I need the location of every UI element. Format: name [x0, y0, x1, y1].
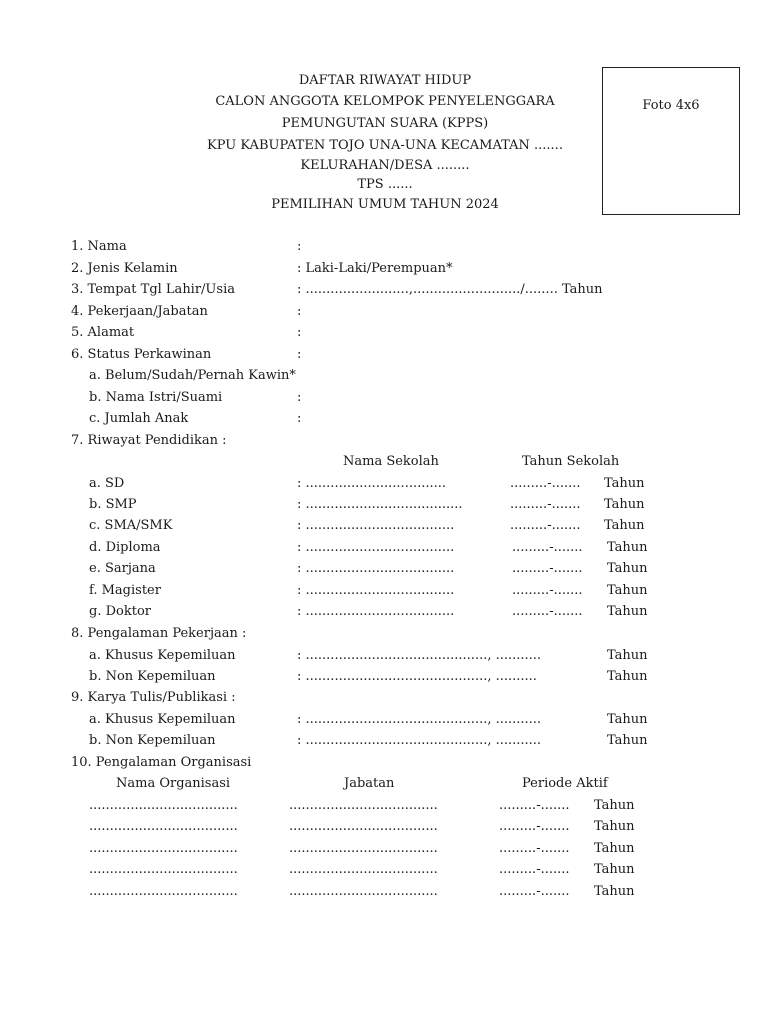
org-row-position: .................................... [289, 862, 438, 877]
edu-row-school: : .................................... [297, 561, 455, 576]
work-row-label: a. Khusus Kepemiluan [89, 648, 236, 663]
edu-row-years: .........-....... [512, 561, 583, 576]
field-label-alamat: 5. Alamat [71, 325, 135, 340]
org-row-unit: Tahun [594, 841, 635, 856]
edu-row-school: : .................................. [297, 476, 447, 491]
edu-row-years: .........-....... [512, 540, 583, 555]
field-label-jenis-kelamin: 2. Jenis Kelamin [71, 261, 178, 276]
org-row-unit: Tahun [594, 884, 635, 899]
edu-row-years: .........-....... [510, 518, 581, 533]
field-value-status: : [297, 347, 302, 362]
doc-title: DAFTAR RIWAYAT HIDUP [298, 73, 472, 88]
edu-row-unit: Tahun [607, 583, 648, 598]
org-row-name: .................................... [89, 862, 238, 877]
edu-row-unit: Tahun [604, 518, 645, 533]
photo-placeholder [602, 67, 740, 215]
doc-subtitle-4: KELURAHAN/DESA ........ [300, 158, 470, 173]
edu-row-years: .........-....... [512, 604, 583, 619]
org-row-position: .................................... [289, 819, 438, 834]
edu-row-label: d. Diploma [89, 540, 161, 555]
edu-row-school: : .................................... [297, 540, 455, 555]
edu-row-unit: Tahun [607, 540, 648, 555]
org-row-name: .................................... [89, 819, 238, 834]
work-row-unit: Tahun [607, 648, 648, 663]
edu-row-unit: Tahun [604, 497, 645, 512]
org-row-name: .................................... [89, 884, 238, 899]
field-value-pekerjaan: : [297, 304, 302, 319]
writing-row-unit: Tahun [607, 712, 648, 727]
field-label-nama: 1. Nama [71, 239, 127, 254]
edu-row-school: : .................................... [297, 518, 455, 533]
edu-row-years: .........-....... [512, 583, 583, 598]
edu-row-label: g. Doktor [89, 604, 151, 619]
work-row-label: b. Non Kepemiluan [89, 669, 216, 684]
org-row-position: .................................... [289, 841, 438, 856]
org-row-period: .........-....... [499, 841, 570, 856]
org-row-position: .................................... [289, 798, 438, 813]
field-label-status-a: a. Belum/Sudah/Pernah Kawin* [89, 368, 296, 383]
field-value-nama: : [297, 239, 302, 254]
edu-row-label: a. SD [89, 476, 125, 491]
column-header-year: Tahun Sekolah [522, 454, 620, 469]
edu-row-label: b. SMP [89, 497, 137, 512]
field-label-status-c: c. Jumlah Anak [89, 411, 189, 426]
edu-row-unit: Tahun [604, 476, 645, 491]
org-row-period: .........-....... [499, 819, 570, 834]
column-header-org-position: Jabatan [344, 776, 395, 791]
work-row-value: : ............................................, .......... [297, 669, 537, 684]
field-label-pekerjaan: 4. Pekerjaan/Jabatan [71, 304, 208, 319]
edu-row-years: .........-....... [510, 476, 581, 491]
org-row-period: .........-....... [499, 862, 570, 877]
doc-subtitle-1: CALON ANGGOTA KELOMPOK PENYELENGGARA [215, 94, 555, 109]
column-header-school: Nama Sekolah [343, 454, 439, 469]
section-title-writing: 9. Karya Tulis/Publikasi : [71, 690, 236, 705]
section-title-organization: 10. Pengalaman Organisasi [71, 755, 252, 770]
edu-row-label: c. SMA/SMK [89, 518, 173, 533]
org-row-period: .........-....... [499, 884, 570, 899]
edu-row-school: : .................................... [297, 604, 455, 619]
field-label-status: 6. Status Perkawinan [71, 347, 212, 362]
org-row-period: .........-....... [499, 798, 570, 813]
column-header-org-name: Nama Organisasi [116, 776, 231, 791]
writing-row-value: : ............................................, ........... [297, 712, 542, 727]
org-row-unit: Tahun [594, 819, 635, 834]
field-value-jenis-kelamin: : Laki-Laki/Perempuan* [297, 261, 453, 276]
photo-label: Foto 4x6 [642, 98, 700, 113]
edu-row-unit: Tahun [607, 604, 648, 619]
field-value-status-c: : [297, 411, 302, 426]
doc-subtitle-5: TPS ...... [357, 177, 413, 192]
org-row-name: .................................... [89, 798, 238, 813]
field-value-ttl: : .........................,........................../........ Tahun [297, 282, 603, 297]
org-row-position: .................................... [289, 884, 438, 899]
doc-subtitle-2: PEMUNGUTAN SUARA (KPPS) [281, 116, 489, 131]
work-row-value: : ............................................, ........... [297, 648, 542, 663]
field-value-alamat: : [297, 325, 302, 340]
writing-row-value: : ............................................, ........... [297, 733, 542, 748]
edu-row-school: : ...................................... [297, 497, 463, 512]
org-row-name: .................................... [89, 841, 238, 856]
writing-row-label: b. Non Kepemiluan [89, 733, 216, 748]
section-title-work: 8. Pengalaman Pekerjaan : [71, 626, 247, 641]
edu-row-label: f. Magister [89, 583, 161, 598]
org-row-unit: Tahun [594, 798, 635, 813]
doc-subtitle-6: PEMILIHAN UMUM TAHUN 2024 [271, 197, 499, 212]
section-title-education: 7. Riwayat Pendidikan : [71, 433, 227, 448]
column-header-org-period: Periode Aktif [522, 776, 608, 791]
edu-row-school: : .................................... [297, 583, 455, 598]
field-value-status-b: : [297, 390, 302, 405]
field-label-ttl: 3. Tempat Tgl Lahir/Usia [71, 282, 235, 297]
work-row-unit: Tahun [607, 669, 648, 684]
field-label-status-b: b. Nama Istri/Suami [89, 390, 223, 405]
doc-subtitle-3: KPU KABUPATEN TOJO UNA-UNA KECAMATAN ....... [207, 138, 563, 153]
writing-row-label: a. Khusus Kepemiluan [89, 712, 236, 727]
org-row-unit: Tahun [594, 862, 635, 877]
edu-row-unit: Tahun [607, 561, 648, 576]
edu-row-label: e. Sarjana [89, 561, 156, 576]
edu-row-years: .........-....... [510, 497, 581, 512]
writing-row-unit: Tahun [607, 733, 648, 748]
